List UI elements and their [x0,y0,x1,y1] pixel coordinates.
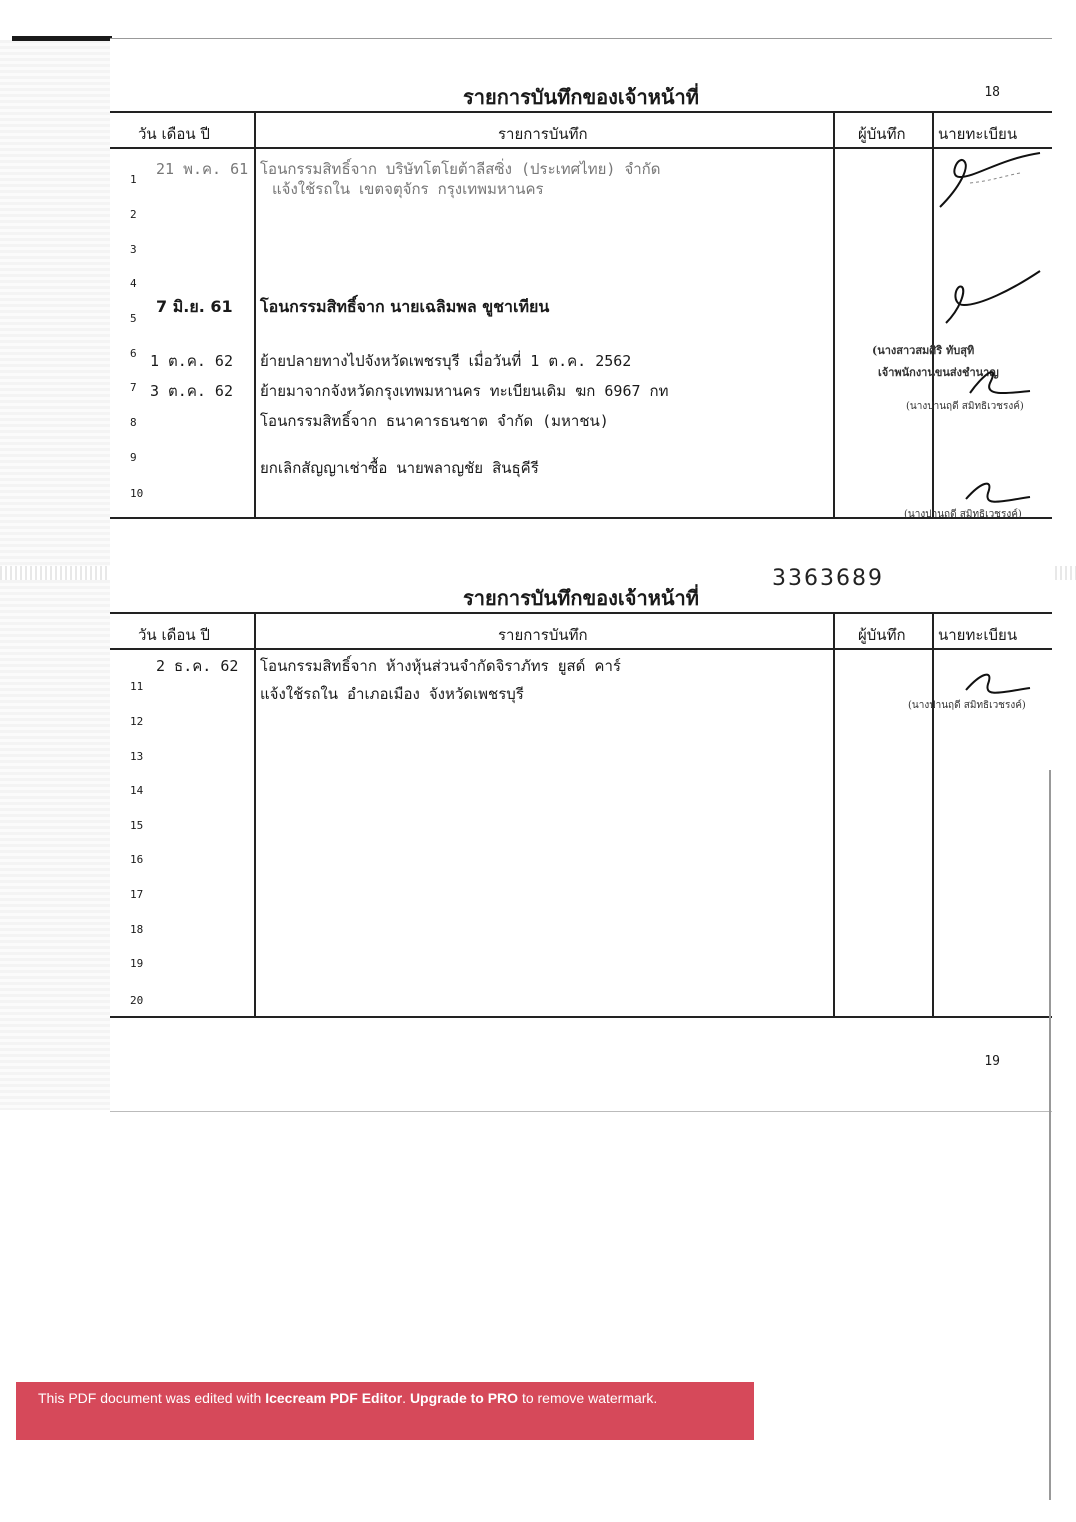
col-registrar-header: นายทะเบียน [938,125,1018,143]
page-number: 18 [984,85,1000,100]
table-header [110,614,1052,650]
col-record-header: รายการบันทึก [498,626,588,644]
entry-line: ย้ายปลายทางไปจังหวัดเพชรบุรี เมื่อวันที่ 1 ต.ค. 2562 [260,352,632,370]
entry-date: 7 มิ.ย. 61 [156,297,233,316]
row-number: 8 [130,416,137,429]
watermark-banner[interactable] [16,1382,754,1440]
upgrade-link[interactable]: Upgrade to PRO [409,1390,519,1406]
col-registrar-header: นายทะเบียน [938,626,1018,644]
row-number: 18 [130,923,144,936]
watermark-text: This PDF document was edited with Icecream PDF Editor. Upgrade to PRO to remove watermark. [38,1390,658,1406]
signature-mark [930,147,1052,217]
row-number: 1 [130,173,137,186]
column-divider [833,113,835,517]
record-table [110,612,1052,1018]
row-number: 10 [130,487,144,500]
entry-date: 21 พ.ค. 61 [156,160,249,178]
entry-line: โอนกรรมสิทธิ์จาก บริษัทโตโยต้าลีสซิ่ง (ประเทศไทย) จำกัด [260,160,661,178]
row-number: 6 [130,347,137,360]
row-number: 4 [130,277,137,290]
row-number: 2 [130,208,137,221]
page-title: รายการบันทึกของเจ้าหน้าที่ [463,586,699,610]
record-page-18 [110,38,1052,559]
record-page-19 [110,556,1052,1112]
entry-line: โอนกรรมสิทธิ์จาก นายเฉลิมพล ขูชาเทียน [260,297,550,316]
row-number: 11 [130,680,144,693]
row-number: 3 [130,243,137,256]
col-recorder-header: ผู้บันทึก [858,125,906,143]
signature-caption: (นางสาวสมศิริ ทับสุทิ [872,344,975,357]
entry-line: ย้ายมาจากจังหวัดกรุงเทพมหานคร ทะเบียนเดิม ฆก 6967 กท [260,382,669,400]
table-header [110,113,1052,149]
page-title: รายการบันทึกของเจ้าหน้าที่ [463,85,699,109]
watermark-brand: Icecream PDF Editor [265,1390,403,1406]
row-number: 13 [130,750,144,763]
row-number: 15 [130,819,144,832]
row-number: 17 [130,888,144,901]
row-number: 9 [130,451,137,464]
row-number: 14 [130,784,144,797]
entry-date: 3 ต.ค. 62 [150,382,233,400]
entry-line: แจ้งใช้รถใน อำเภอเมือง จังหวัดเพชรบุรี [260,685,524,703]
col-date-header: วัน เดือน ปี [138,626,210,644]
scan-edge-line [1049,770,1051,1500]
record-table [110,111,1052,519]
signature-caption: เจ้าพนักงานขนส่งชำนาญ [878,366,999,379]
stamp-number: 3363689 [772,566,884,591]
column-divider [932,614,934,1016]
row-number: 20 [130,994,144,1007]
row-number: 16 [130,853,144,866]
row-number: 12 [130,715,144,728]
entry-date: 2 ธ.ค. 62 [156,657,239,675]
signature-caption: (นางปานฤดี สมิทธิเวชรงค์) [904,509,1022,520]
column-divider [254,614,256,1016]
row-number: 7 [130,381,137,394]
column-divider [833,614,835,1016]
row-number: 19 [130,957,144,970]
entry-line: แจ้งใช้รถใน เขตจตุจักร กรุงเทพมหานคร [272,180,544,198]
signature-mark [940,261,1050,331]
signature-caption: (นางปานฤดี สมิทธิเวชรงค์) [906,401,1024,412]
col-date-header: วัน เดือน ปี [138,125,210,143]
signature-caption: (นางปานฤดี สมิทธิเวชรงค์) [908,700,1026,711]
entry-line: โอนกรรมสิทธิ์จาก ธนาคารธนชาต จำกัด (มหาชน) [260,412,609,430]
entry-line: โอนกรรมสิทธิ์จาก ห้างหุ้นส่วนจำกัดจิราภัทร ยูสด์ คาร์ [260,657,621,675]
scan-edge-mark [12,36,112,41]
col-recorder-header: ผู้บันทึก [858,626,906,644]
column-divider [254,113,256,517]
entry-date: 1 ต.ค. 62 [150,352,233,370]
col-record-header: รายการบันทึก [498,125,588,143]
row-number: 5 [130,312,137,325]
page-number: 19 [984,1054,1000,1069]
entry-line: ยกเลิกสัญญาเช่าซื้อ นายพลาญชัย สินธุคีรี [260,459,539,477]
